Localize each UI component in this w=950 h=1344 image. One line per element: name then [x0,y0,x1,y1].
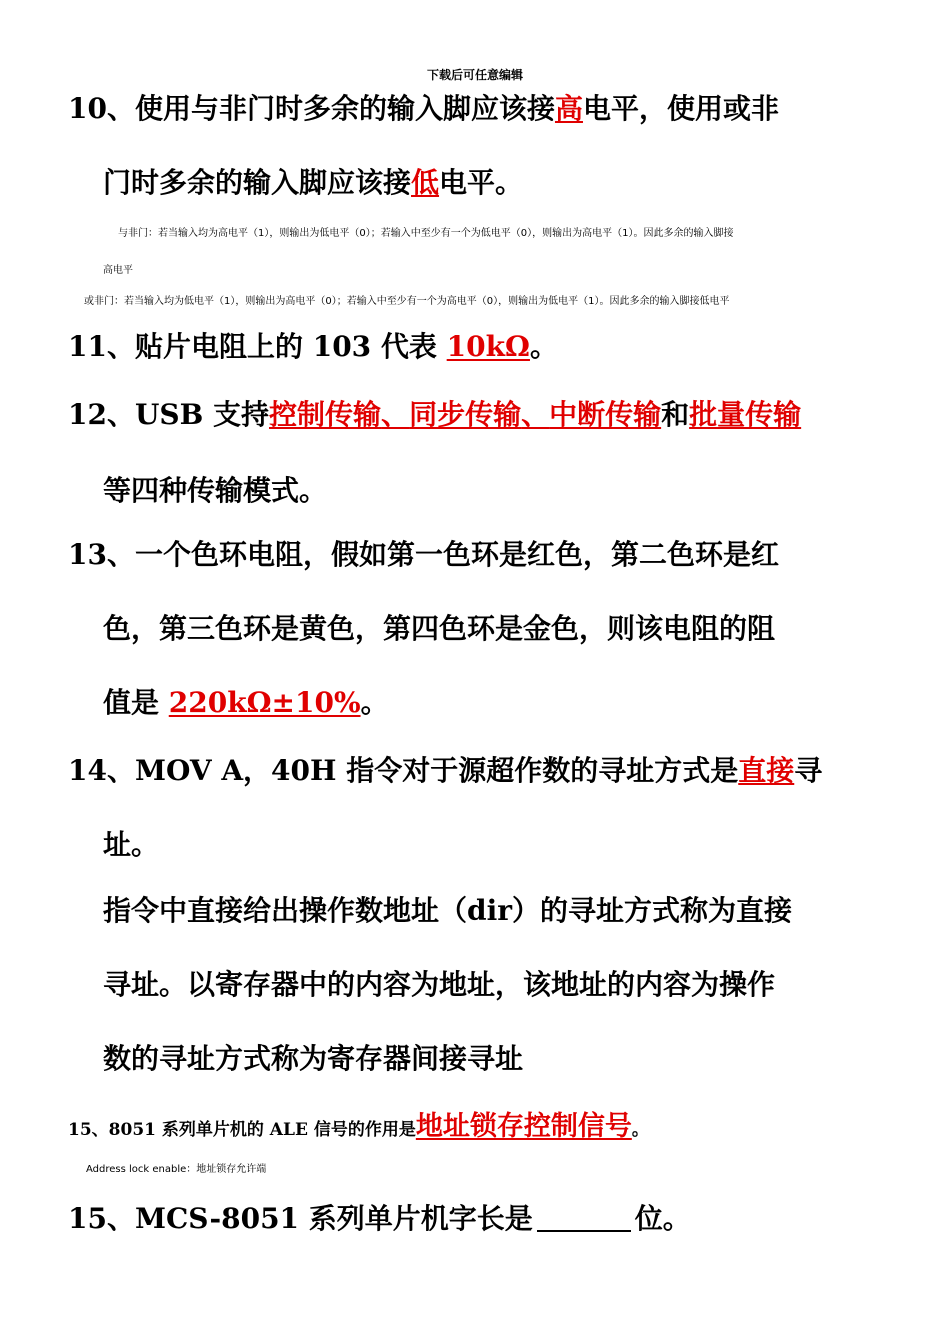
q14-answer: 直接 [738,754,795,787]
q10-note-nand: 与非门：若当输入均为高电平（1），则输出为低电平（0）；若输入中至少有一个为低电平（0），则输出为高电平（1）。因此多余的输入脚接 [118,228,734,239]
q10-line1 [68,92,779,126]
q15a-tail: 。 [631,1120,649,1140]
q12-line2: 等四种传输模式。 [103,474,328,507]
q12-sep1: 、 [381,398,410,431]
q12-line1 [68,398,801,432]
page-header: 下载后可任意编辑 [426,68,523,82]
q14-text: 14、MOV A，40H 指令对于源超作数的寻址方式是 [68,754,739,787]
q13-line2: 色，第三色环是黄色，第四色环是金色，则该电阻的阻 [103,612,776,645]
q11-answer: 10kΩ [446,330,530,363]
q12-answer-control: 控制传输 [269,398,382,431]
q14-explanation-1: 指令中直接给出操作数地址（dir）的寻址方式称为直接 [103,894,792,927]
q14-line2: 址。 [103,828,160,861]
q12-sep2: 、 [521,398,550,431]
q12-answer-sync: 同步传输 [409,398,522,431]
q14-tail: 寻 [794,754,823,787]
q15a-note: Address lock enable：地址锁存允许端 [86,1164,267,1175]
q10-answer-high: 高 [554,92,583,125]
q12-text: 12、USB 支持 [68,398,270,431]
q10-line2-text: 门时多余的输入脚应该接 [103,166,412,199]
q11-line [68,330,558,364]
q12-answer-bulk: 批量传输 [689,398,802,431]
q14-explanation-3: 数的寻址方式称为寄存器间接寻址 [103,1042,524,1075]
q15a-answer: 地址锁存控制信号 [415,1111,632,1142]
q14-explanation-2: 寻址。以寄存器中的内容为地址，该地址的内容为操作 [103,968,776,1001]
q13-tail: 。 [360,686,389,719]
q13-line3 [103,686,389,720]
q12-answer-interrupt: 中断传输 [549,398,662,431]
q12-and: 和 [661,398,690,431]
q10-line1-tail: 电平，使用或非 [582,92,779,125]
q10-answer-low: 低 [411,166,440,199]
q14-line1 [68,754,822,788]
q10-note-nand-cont: 高电平 [103,265,133,276]
q15b-tail: 位。 [634,1202,691,1235]
q11-text: 11、贴片电阻上的 103 代表 [68,330,447,363]
q10-line2-tail: 电平。 [439,166,524,199]
q15a-text: 15、8051 系列单片机的 ALE 信号的作用是 [68,1120,416,1140]
q15a-line [68,1112,649,1145]
q11-tail: 。 [529,330,558,363]
q13-line1: 13、一个色环电阻，假如第一色环是红色，第二色环是红 [68,538,779,571]
q10-note-nor: 或非门：若当输入均为低电平（1），则输出为高电平（0）；若输入中至少有一个为高电平（0），则输出为低电平（1）。因此多余的输入脚接低电平 [84,296,730,307]
q13-text: 值是 [103,686,169,719]
q15b-text: 15、MCS-8051 系列单片机字长是 [68,1202,533,1235]
q15b-answer-blank [537,1204,631,1232]
q13-answer: 220kΩ±10% [168,686,361,719]
q10-line1-text: 10、使用与非门时多余的输入脚应该接 [68,92,555,125]
q10-line2 [103,166,523,200]
q15b-line [68,1202,691,1236]
